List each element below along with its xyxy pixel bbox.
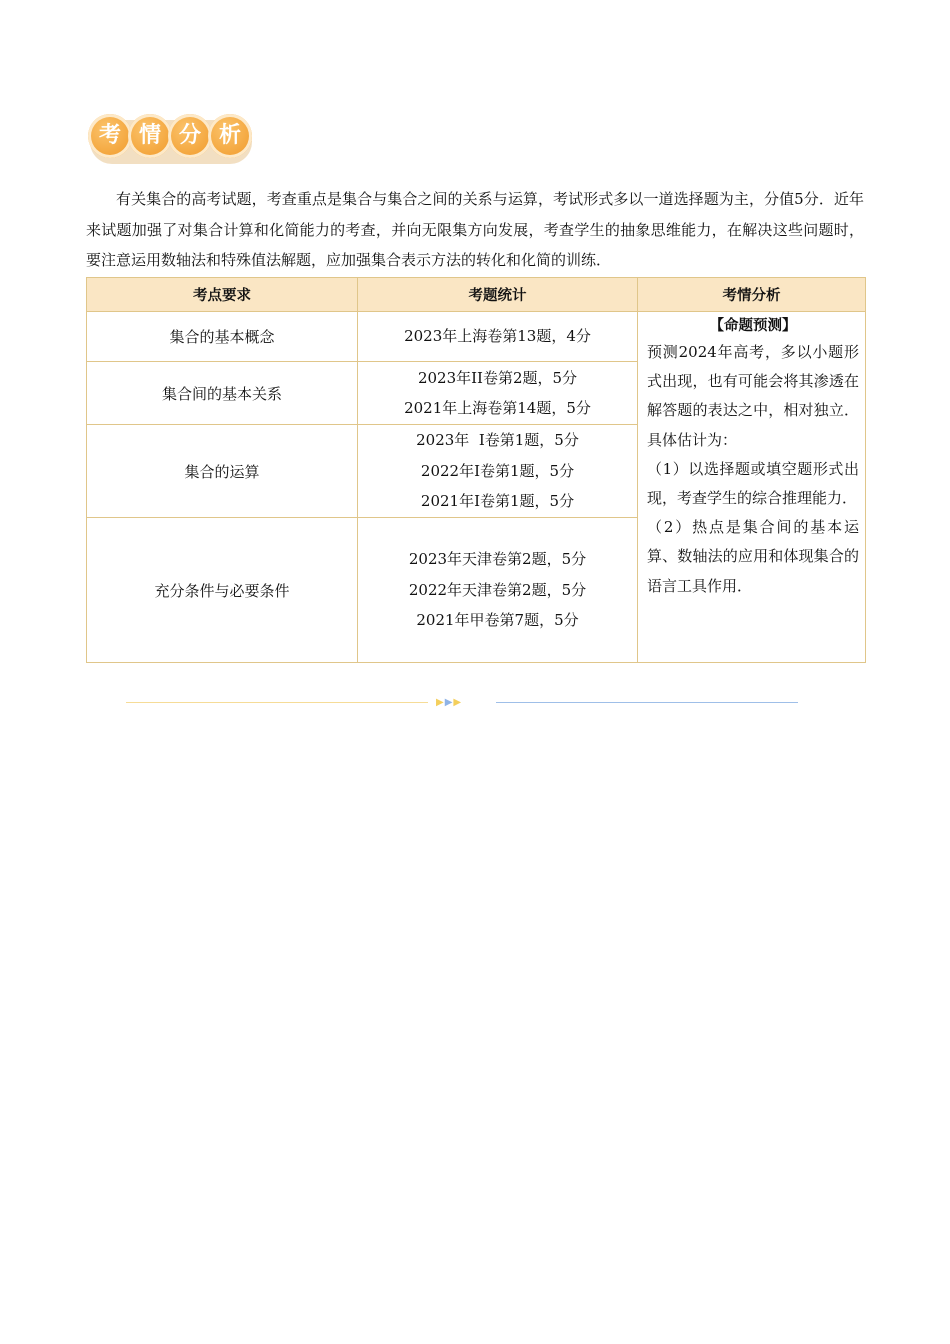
section-title-badge — [88, 114, 252, 164]
divider-left-line — [126, 702, 428, 703]
requirement-cell: 集合的运算 — [87, 425, 358, 518]
statistics-cell — [358, 425, 638, 518]
stat-line: 2022年I卷第1题，5分 — [420, 461, 575, 480]
stat-line: 2021年I卷第1题，5分 — [420, 492, 575, 511]
statistics-cell — [358, 312, 638, 362]
analysis-point-1: （1）以选择题或填空题形式出现，考查学生的综合推理能力． — [647, 459, 859, 508]
stat-line: 2022年天津卷第2题，5分 — [408, 580, 587, 599]
header-analysis: 考情分析 — [638, 278, 866, 312]
intro-paragraph: 有关集合的高考试题，考查重点是集合与集合之间的关系与运算，考试形式多以一道选择题为主，分值5分．近年来试题加强了对集合计算和化简能力的考查，并向无限集方向发展，考查学生的抽象思维能力，在解决这些问题时，要注意运用数轴法和特殊值法解题，应加强集合表示方法的转化和化简的训练． — [86, 190, 864, 269]
badge-char-3: 分 — [168, 114, 212, 158]
stat-line: 2023年 I卷第1题，5分 — [416, 431, 579, 450]
requirement-cell: 集合间的基本关系 — [87, 362, 358, 425]
requirement-cell: 集合的基本概念 — [87, 312, 358, 362]
stat-line: 2021年上海卷第14题，5分 — [404, 399, 591, 417]
divider-arrows-icon: ▶▶▶ — [436, 697, 463, 708]
table-row — [87, 312, 866, 362]
table-header-row — [87, 278, 866, 312]
statistics-cell — [358, 362, 638, 425]
header-statistics: 考题统计 — [358, 278, 638, 312]
requirement-cell: 充分条件与必要条件 — [87, 518, 358, 663]
statistics-cell — [358, 518, 638, 663]
header-requirement: 考点要求 — [87, 278, 358, 312]
analysis-point-2: （2）热点是集合间的基本运算、数轴法的应用和体现集合的语言工具作用． — [647, 518, 859, 595]
analysis-cell — [638, 312, 866, 663]
analysis-heading: 【命题预测】 — [709, 318, 797, 334]
badge-char-4: 析 — [208, 114, 252, 158]
stat-line: 2023年上海卷第13题，4分 — [404, 327, 591, 346]
stat-line: 2021年甲卷第7题，5分 — [416, 611, 579, 630]
badge-char-2: 情 — [128, 114, 172, 158]
badge-char-1: 考 — [88, 114, 132, 158]
stat-line: 2023年II卷第2题，5分 — [417, 368, 578, 387]
stat-line: 2023年天津卷第2题，5分 — [408, 550, 587, 569]
analysis-body: 预测2024年高考，多以小题形式出现，也有可能会将其渗透在解答题的表达之中，相对独立．具体估计为： — [647, 343, 859, 449]
exam-analysis-table — [86, 277, 866, 663]
section-divider — [0, 697, 950, 709]
divider-right-line — [496, 702, 798, 703]
